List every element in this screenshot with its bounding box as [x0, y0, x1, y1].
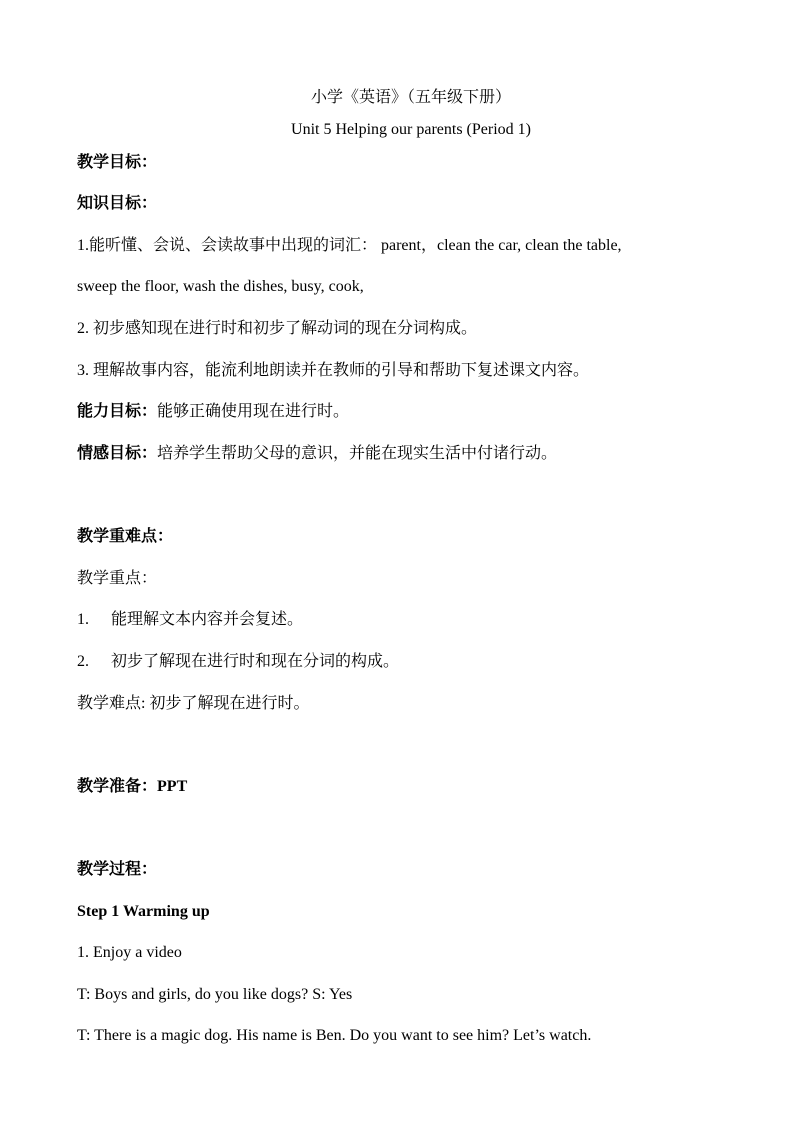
step-1-item-1: 1. Enjoy a video [77, 944, 182, 961]
ability-text: 能够正确使用现在进行时。 [157, 403, 350, 420]
step-1-title: Step 1 Warming up [77, 903, 210, 920]
dialogue-line-2: T: There is a magic dog. His name is Ben. Do you want to see him? Let’s watch. [77, 1027, 592, 1044]
document-title-en: Unit 5 Helping our parents (Period 1) [291, 121, 531, 138]
difficulty-point: 教学难点: 初步了解现在进行时。 [77, 695, 310, 712]
emotion-objective [77, 444, 557, 464]
knowledge-item-3: 3. 理解故事内容，能流利地朗读并在教师的引导和帮助下复述课文内容。 [77, 362, 590, 379]
knowledge-heading: 知识目标： [77, 195, 158, 212]
knowledge-item-1-line-1: 1.能听懂、会说、会读故事中出现的词汇： parent，clean the car, clean the table, [77, 237, 622, 254]
focus-item-2-number: 2. [77, 653, 89, 670]
focus-item-2 [77, 652, 399, 672]
objectives-heading: 教学目标： [77, 154, 158, 171]
emotion-label: 情感目标： [77, 445, 158, 462]
focus-item-2-text: 初步了解现在进行时和现在分词的构成。 [111, 653, 400, 670]
process-heading: 教学过程： [77, 861, 158, 878]
preparation-label: 教学准备： [77, 778, 158, 795]
document-title-cn: 小学《英语》（五年级下册） [310, 89, 511, 106]
ability-label: 能力目标： [77, 403, 158, 420]
focus-item-1-text: 能理解文本内容并会复述。 [111, 611, 304, 628]
dialogue-line-1: T: Boys and girls, do you like dogs? S: Yes [77, 986, 353, 1003]
knowledge-item-1-line-2: sweep the floor, wash the dishes, busy, cook, [77, 278, 364, 295]
preparation [77, 777, 187, 797]
emotion-text: 培养学生帮助父母的意识，并能在现实生活中付诸行动。 [157, 445, 558, 462]
focus-item-1-number: 1. [77, 611, 89, 628]
focus-item-1 [77, 610, 303, 630]
preparation-value: PPT [157, 778, 188, 795]
key-points-heading: 教学重难点： [77, 528, 174, 545]
focus-label: 教学重点： [77, 570, 158, 587]
ability-objective [77, 402, 349, 422]
knowledge-item-2: 2. 初步感知现在进行时和初步了解动词的现在分词构成。 [77, 320, 478, 337]
